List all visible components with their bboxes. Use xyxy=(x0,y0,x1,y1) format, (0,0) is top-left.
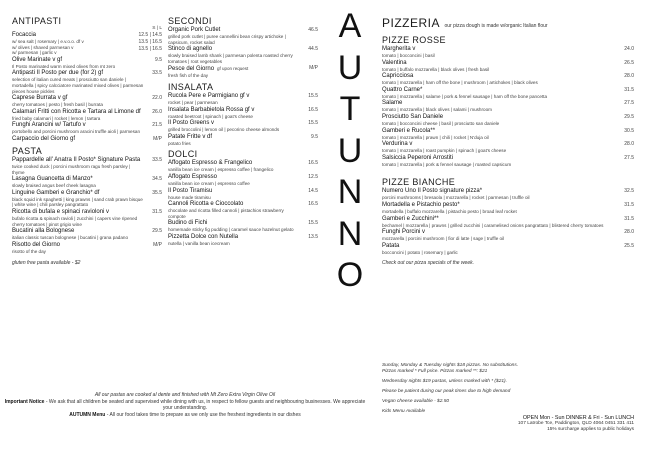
title-letter: N xyxy=(337,173,363,211)
menu-item-description: tomato | mozzarella | black olives | salami | mushroom xyxy=(382,107,492,113)
menu-item-name: Focaccia xyxy=(12,32,37,38)
rosse-list xyxy=(382,46,634,167)
menu-item-name: Insalata Barbabietola Rossa gf v xyxy=(168,106,255,113)
menu-item-price: 9.5 xyxy=(311,133,318,140)
menu-item-name: Carpaccio del Giorno gf xyxy=(12,135,76,142)
menu-item-price: 31.5 xyxy=(624,215,634,222)
menu-item-name: Il Posto Greens v xyxy=(168,120,215,127)
menu-item-name: Margherita v xyxy=(382,46,416,52)
menu-item-price: 24.0 xyxy=(624,46,634,52)
menu-item xyxy=(168,93,318,106)
menu-item xyxy=(168,174,318,187)
menu-item-price: 16.5 xyxy=(308,160,318,167)
menu-item-name: Ricotta di bufala e spinaci ravioloni v xyxy=(12,208,110,215)
menu-item xyxy=(382,128,634,141)
menu-item xyxy=(168,65,318,79)
title-letter: O xyxy=(336,256,364,294)
menu-item-price: 30.5 xyxy=(624,127,634,134)
secondi-heading: SECONDI xyxy=(168,16,212,26)
menu-item-name: Lasagna Guancetta di Manzo* xyxy=(12,176,93,183)
menu-item-name: Salsiccia Peperoni Arrostiti xyxy=(382,154,454,161)
menu-item-description: bechamel | mozzarella | prawns | grilled zucchini | caramelised onions pangrattato | blistered cherry tomatoes xyxy=(382,222,604,228)
menu-item-name: Numero Uno Il Posto signature pizza* xyxy=(382,188,483,195)
pizze-rosse-heading: PIZZE ROSSE xyxy=(382,35,446,45)
column-left xyxy=(12,14,162,266)
menu-item-price: 14.5 xyxy=(308,187,318,194)
menu-item-description: cherry tomatoes | pesto | fresh basil | burrata xyxy=(12,102,103,108)
menu-item-price: 44.5 xyxy=(308,46,318,53)
menu-item-description: mozzarella | porcini mushroom | fior di latte | sage | truffle oil xyxy=(382,236,505,242)
insalata-list xyxy=(168,93,318,146)
kids-menu-note: Kids Menu Available xyxy=(382,409,426,414)
menu-item-name: Caprese Burrata v gf xyxy=(12,95,68,102)
dolci-heading: DOLCI xyxy=(168,149,198,160)
pizzeria-subtitle: our pizza dough is made w/organic Italian flour xyxy=(444,23,548,29)
menu-item-description: nutella | vanilla bean icecream xyxy=(168,240,230,246)
menu-item-name: Stinco di agnello xyxy=(168,46,213,53)
size-header: S | L xyxy=(152,26,162,31)
menu-item xyxy=(382,229,634,242)
menu-item-description: potato fries xyxy=(168,140,191,146)
menu-item-description: tomato | buffalo mozzarella | black olives | fresh basil xyxy=(382,66,490,72)
menu-item-name: Gamberi e Zucchini** xyxy=(382,215,439,222)
menu-item-description: rocket | pear | parmesan xyxy=(168,99,218,105)
menu-item-description: tomato | mozzarella | ham off the bone | mushroom | artichokes | black olives xyxy=(382,80,538,86)
menu-item-name: Il Posto Tiramisu xyxy=(168,187,213,194)
opening-hours: OPEN Mon - Sun DINNER & Fri - Sun LUNCH xyxy=(522,415,634,421)
menu-item-price: 31.5 xyxy=(624,86,634,93)
menu-item-description: italian classic tuscan bolognese | bucatini | grana padano xyxy=(12,235,129,241)
menu-item-name: Patata xyxy=(382,242,400,249)
menu-item-price: 29.5 xyxy=(152,228,162,235)
menu-item-name-note: gf upon request xyxy=(217,66,249,72)
menu-item-description: slowly braised angus beef cheek lasagna xyxy=(12,183,96,189)
column-middle xyxy=(168,14,318,247)
menu-item-description: w/ sea salt | rosemary | e.v.o.o. df v w/ olives | shaved parmesan v w/ parmesan | garlic v xyxy=(12,39,84,56)
menu-item xyxy=(168,107,318,120)
menu-item-price: 22.0 xyxy=(152,95,162,102)
dolci-list xyxy=(168,160,318,246)
insalata-heading: INSALATA xyxy=(168,81,214,92)
menu-item-name: Prosciutto San Daniele xyxy=(382,113,444,120)
menu-item-price: 16.5 xyxy=(308,106,318,113)
menu-item-price: 34.5 xyxy=(152,176,162,183)
menu-item xyxy=(382,87,634,100)
column-right xyxy=(382,14,634,266)
menu-item xyxy=(382,100,634,113)
menu-item xyxy=(12,242,162,255)
menu-item-price: 21.5 xyxy=(152,122,162,129)
menu-item-name: Valentina xyxy=(382,59,407,66)
menu-item-price: 32.5 xyxy=(624,188,634,195)
autumn-menu-text: - All our food takes time to prepare as we only use the freshest ingredients in our dishes xyxy=(105,411,301,418)
menu-item-name: Organic Pork Cutlet xyxy=(168,27,221,33)
menu-item-price: 33.5 xyxy=(152,156,162,163)
menu-item-description: roasted beetroot | spinach | goat's cheese xyxy=(168,113,253,119)
important-notice-text: - We ask that all children be seated and supervised while dining with us, in respect to fellow guests and neighbouring businesses. We appreciate your understanding. xyxy=(44,398,366,411)
menu-item-price: 26.0 xyxy=(152,108,162,115)
menu-item-price: 25.5 xyxy=(624,242,634,249)
menu-item-description: fresh fish of the day xyxy=(168,73,209,79)
menu-item-description: fried baby calamari | rocket | lemon | tartara xyxy=(12,115,101,121)
title-letter: T xyxy=(339,90,361,128)
menu-item xyxy=(382,202,634,215)
menu-item-description: tomato | mozzarella | prawn | chili | rocket | N'duja oil xyxy=(382,134,489,140)
menu-item xyxy=(168,46,318,64)
menu-item xyxy=(382,243,634,256)
menu-item xyxy=(12,176,162,189)
menu-item-description: porcini mushrooms | bresaola | mozzarella | rocket | parmesan | truffle oil xyxy=(382,195,530,201)
important-notice-label: Important Notice xyxy=(4,398,45,405)
menu-item xyxy=(12,57,162,70)
menu-item xyxy=(168,188,318,201)
info-block xyxy=(382,363,634,433)
menu-item xyxy=(12,190,162,208)
menu-item-price: M/P xyxy=(153,241,162,248)
menu-item xyxy=(382,114,634,127)
autumn-menu-note xyxy=(0,412,370,419)
menu-item-description: house made tiramisu xyxy=(168,194,211,200)
menu-item-price: 35.5 xyxy=(152,189,162,196)
menu-item xyxy=(382,60,634,73)
menu-item-name: Funghi Arancini w/ Tartufo v xyxy=(12,122,86,129)
menu-item-name: Affogato Espresso & Frangelico xyxy=(168,160,253,167)
menu-item-description: portobello and porcini mushroom aracini truffle aioli | parmesan xyxy=(12,129,141,135)
menu-item-name: Pappardelle all' Anatra Il Posto* Signature Pasta xyxy=(12,156,141,163)
menu-item-price: 27.5 xyxy=(624,100,634,107)
pasta-list xyxy=(12,157,162,254)
menu-item-name: Calamari Fritti con Ricotta e Tartara al Limone df xyxy=(12,108,141,115)
address-phone: 107 Latrobe Tce, Paddington, QLD 4064 0451 331 411 xyxy=(517,421,634,426)
menu-item xyxy=(168,27,318,45)
menu-item-name: Pizzetta Dolce con Nutella xyxy=(168,233,239,240)
restaurant-title-vertical xyxy=(330,6,370,436)
pizza-specials-note: Check out our pizza specials of the week. xyxy=(382,260,474,267)
menu-item xyxy=(382,73,634,86)
menu-item-price: 31.5 xyxy=(624,201,634,208)
menu-item-name: Bucatini alla Bolognese xyxy=(12,228,75,235)
menu-item xyxy=(12,95,162,108)
menu-item-name: Quattro Carne* xyxy=(382,86,423,93)
menu-item xyxy=(12,70,162,94)
menu-item-description: homemade sticky fig pudding | caramel sauce hazelnut gelato xyxy=(168,227,294,233)
menu-item-price: 9.5 xyxy=(155,56,162,63)
menu-item xyxy=(168,201,318,219)
menu-item-description: slowly braised lamb shank | parmesan polenta roasted cherry tomatoes | root vegetables xyxy=(168,53,293,64)
menu-item xyxy=(168,120,318,133)
patience-note: Please be patient during our peak times due to high demand xyxy=(382,389,511,394)
menu-item-name: Cannoli Ricotta e Cioccolato xyxy=(168,201,244,208)
menu-item-name: Affogato Espresso xyxy=(168,173,217,180)
antipasti-heading: ANTIPASTI xyxy=(12,16,62,26)
menu-item-description: risotto of the day xyxy=(12,248,46,254)
gluten-free-note: gluten free pasta available - $2 xyxy=(12,260,81,267)
menu-item-name: Funghi Porcini v xyxy=(382,229,426,236)
menu-item-price: 29.5 xyxy=(624,113,634,120)
menu-item-name: Salame xyxy=(382,100,403,107)
menu-item xyxy=(12,209,162,227)
menu-item-name: Rucola Pere e Parmigiano gf v xyxy=(168,92,250,99)
menu-item-description: vanilla bean ice cream | espresso coffee xyxy=(168,180,250,186)
menu-item-name: Pesce del Giorno gf upon request xyxy=(168,66,249,73)
menu-item xyxy=(168,134,318,147)
menu-item-price: 26.5 xyxy=(624,59,634,66)
menu-item xyxy=(12,136,162,143)
pasta-footer-note: All our pastas are cooked al dente and finished with Mt Zero Extra Virgin Olive Oil xyxy=(94,392,276,398)
menu-item-description: bocconcini | potato | rosemary | garlic xyxy=(382,249,458,255)
vegan-cheese-note: Vegan cheese available - $2.50 xyxy=(382,399,450,404)
menu-item-name: Gamberi e Rucola** xyxy=(382,127,436,134)
menu-item-price: 12.5 xyxy=(308,173,318,180)
menu-item-price: 28.0 xyxy=(624,229,634,236)
menu-item-name: Verdurina v xyxy=(382,141,413,148)
autumn-menu-label: AUTUMN Menu xyxy=(69,411,106,418)
menu-item xyxy=(382,46,634,59)
menu-item-description: tomato | bocconcini cheese | basil | prosciutto san daniele xyxy=(382,120,500,126)
menu-item xyxy=(12,122,162,135)
menu-item-description: black squid ink spaghetti | king prawns | sand crab prawn bisque | white wine | chili parsley pangrattato xyxy=(12,196,143,208)
menu-item-name: Patate Fritte v df xyxy=(168,133,213,140)
menu-item-price: 27.5 xyxy=(624,154,634,161)
menu-item-name: Budino di Fichi xyxy=(168,220,208,227)
menu-item-name: Mortadella e Pistachio pesto* xyxy=(382,201,460,208)
menu-item-description: tomato | mozzarella | pork & fennel sausage | roasted capsicum xyxy=(382,161,512,167)
menu-item-price: 12.5 | 14.5 13.5 | 16.5 13.5 | 16.5 xyxy=(138,32,162,52)
menu-item xyxy=(382,216,634,229)
menu-item-description: Il Posto marinated warm mixed olives from mt zero xyxy=(12,63,116,69)
menu-item-price: 33.5 xyxy=(152,70,162,77)
menu-item-description: bufalo ricotta & spinach ravioli | zucchini | capers vine ripened cherry tomatoes | pinot grigio wine xyxy=(12,215,138,227)
surcharge-note: 15% surcharge applies to public holidays xyxy=(547,427,634,432)
menu-item-name: Linguine Gamberi e Granchio* df xyxy=(12,189,100,196)
menu-item-description: selection of italian cured meats | prosciutto san daniele | mortadella | spicy calcciatore marinated mixed olives | parmesan pieces house pickles xyxy=(12,77,144,94)
menu-item-price: 13.5 xyxy=(308,233,318,240)
menu-item-price: M/P xyxy=(309,65,318,72)
antipasti-list xyxy=(12,32,162,143)
menu-item xyxy=(168,160,318,173)
menu-item xyxy=(168,234,318,247)
title-letter: U xyxy=(337,131,363,170)
menu-item-price: 16.5 xyxy=(308,201,318,208)
secondi-list xyxy=(168,27,318,79)
menu-item-price: 28.0 xyxy=(624,73,634,80)
menu-item-name: Capricciosa xyxy=(382,73,414,80)
menu-item xyxy=(12,109,162,122)
menu-item-price: 15.5 xyxy=(308,220,318,227)
menu-item-description: chocolate and ricotta filled cannoli | pistachios strawberry compote xyxy=(168,208,284,219)
menu-item-name: Antipasti Il Posto per due (for 2) gf xyxy=(12,70,104,77)
title-letter: A xyxy=(338,7,362,45)
menu-item-price: 46.5 xyxy=(308,27,318,33)
menu-item-name: Olive Marinate v gf xyxy=(12,56,63,63)
menu-item-price: 31.5 xyxy=(152,208,162,215)
menu-item-description: grilled broccolini | lemon oil | pecorino cheese almonds xyxy=(168,127,280,133)
wednesday-offer: Wednesday nights $19 pastas, unless marked with * ($21). xyxy=(382,379,507,384)
menu-item xyxy=(168,220,318,233)
pasta-heading: PASTA xyxy=(12,145,43,156)
menu-item-price: 28.0 xyxy=(624,141,634,148)
menu-item xyxy=(382,141,634,154)
important-notice xyxy=(0,399,370,412)
menu-item xyxy=(12,32,162,56)
pizza-marked-note: Pizzas marked * Full price. Pizzas marked **: $21 xyxy=(382,369,488,374)
menu-item xyxy=(12,228,162,241)
menu-item-name: Risotto del Giorno xyxy=(12,241,61,248)
pizzeria-heading: PIZZERIA xyxy=(382,16,441,30)
menu-item-price: 15.5 xyxy=(308,92,318,99)
title-letter: N xyxy=(337,214,363,253)
title-letter: U xyxy=(337,48,363,87)
menu-item-description: grilled pork cutlet | puree cannellini bean crispy artichoke | capsicum, rocket salad xyxy=(168,34,286,45)
bianche-list xyxy=(382,188,634,255)
menu-item xyxy=(382,188,634,201)
menu-item-description: tomato | mozzarella | roast pumpkin | spinach | goat's cheese xyxy=(382,148,507,154)
footer xyxy=(0,392,370,418)
menu-item-description: vanilla bean ice cream | espresso coffee | frangelico xyxy=(168,167,274,173)
menu-item-description: tomato | mozzarella | salame | pork & fennel sausage | ham off the bone pancetta xyxy=(382,93,548,99)
menu-item-price: M/P xyxy=(153,135,162,142)
menu-item-description: tomato | bocconcini | basil xyxy=(382,53,435,58)
menu-item xyxy=(12,157,162,175)
menu-item-price: 15.5 xyxy=(308,120,318,127)
menu-item-description: twice cooked duck | porcini mushroom ragu fresh parsley | thyme xyxy=(12,163,131,175)
sunday-offer: Sunday, Monday & Tuesday nights $18 pizzas. No substitutions. xyxy=(382,363,519,368)
pizze-bianche-heading: PIZZE BIANCHE xyxy=(382,177,456,188)
menu-item xyxy=(382,155,634,168)
menu-item-description: mortadella | buffalo mozzarella | pistachio pesto | broad leaf rocket xyxy=(382,208,517,214)
